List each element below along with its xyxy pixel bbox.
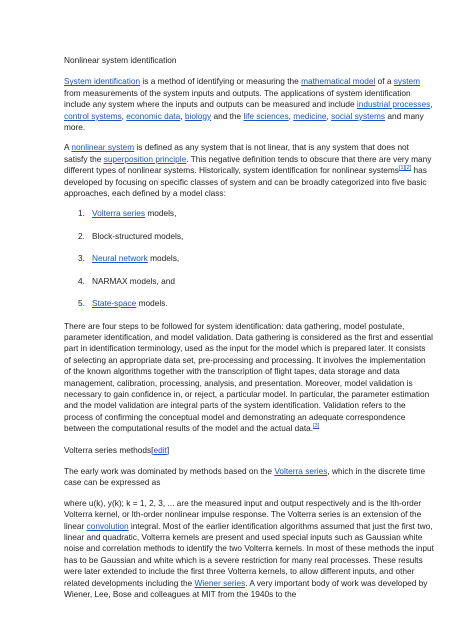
link-superposition-principle[interactable]: superposition principle	[103, 153, 187, 164]
link-system[interactable]: system	[393, 76, 421, 87]
link-mathematical-model[interactable]: mathematical model	[301, 76, 376, 87]
link-volterra-series-item[interactable]: Volterra series	[92, 208, 146, 219]
citation-1-2[interactable]: [1][2]	[398, 165, 412, 172]
edit-bracket: [	[151, 444, 154, 455]
list-number: 1.	[78, 208, 85, 219]
steps-paragraph	[64, 321, 434, 435]
text-span: integral. Most of the earlier identification algorithms assumed that just the first two, linear and quadratic, Volterra kernels are present and used special inputs such as Gaussian white noise and correlation methods to identify the two Volterra kernels. In most of these methods the input has to be Gaussian and white which is a severe restriction for many real processes. These results were later extended to include the first three Volterra kernels, to allow different inputs, and other related developments including the	[64, 520, 434, 588]
text-span: A	[64, 142, 72, 153]
section-heading	[64, 445, 434, 456]
edit-bracket: ]	[166, 444, 170, 455]
link-social-systems[interactable]: social systems	[331, 110, 386, 121]
link-convolution[interactable]: convolution	[86, 520, 129, 531]
volterra-intro-paragraph	[64, 466, 434, 489]
text-span: ,	[180, 110, 185, 121]
volterra-details-paragraph	[64, 498, 434, 601]
section-title: Volterra series methods	[64, 444, 152, 455]
list-item	[78, 208, 434, 219]
text-span: ,	[326, 110, 332, 121]
text-span: and many more.	[64, 110, 424, 133]
list-text: models,	[147, 253, 180, 264]
text-span: The early work was dominated by methods based on the	[64, 465, 275, 476]
link-system-identification[interactable]: System identification	[64, 76, 141, 87]
edit-link[interactable]: edit	[153, 444, 167, 455]
page-title: Nonlinear system identification	[64, 55, 177, 65]
text-span: has developed by focusing on specific classes of system and can be broadly categorized into five basic approaches, each defined by a model class:	[64, 165, 427, 199]
list-number: 4.	[78, 275, 85, 286]
link-medicine[interactable]: medicine	[293, 110, 327, 121]
link-state-space[interactable]: State-space	[92, 298, 137, 309]
link-wiener-series[interactable]: Wiener series	[194, 577, 246, 588]
text-span: ,	[121, 110, 127, 121]
link-neural-network[interactable]: Neural network	[92, 253, 148, 264]
text-span: and the	[211, 110, 244, 121]
text-span: . This negative definition tends to obscure that there are very many different types of nonlinear systems. Historically, system identification for nonlinear systems	[64, 153, 432, 176]
list-number: 5.	[78, 298, 85, 309]
link-industrial-processes[interactable]: industrial processes	[356, 99, 431, 110]
text-span: There are four steps to be followed for system identification: data gathering, model postulate, parameter identification, and model validation. Data gathering is considered as the first and essential part in identification terminology, used as the input for the model which is prepared later. It consists of selecting an appropriate data set, pre-processing and processing. It involves the implementation of the known algorithms together with the transcription of flight tapes, data storage and data management, calibration, processing, analysis, and presentation. Moreover, model validation is necessary to gain confidence in, or reject, a particular model. In particular, the parameter estimation and the model validation are integral parts of the system identification. Validation refers to the process of confirming the conceptual model and demonstrating an adequate correspondence between the computational results of the model and the actual data.	[64, 320, 433, 434]
text-span: from measurements of the system inputs and outputs. The applications of system identification include any system where the inputs and outputs can be measured and include	[64, 87, 411, 110]
intro-paragraph	[64, 76, 434, 133]
list-item	[78, 253, 434, 264]
list-text: NARMAX models, and	[92, 275, 176, 286]
link-biology[interactable]: biology	[184, 110, 212, 121]
list-item	[78, 298, 434, 309]
link-economic-data[interactable]: economic data	[126, 110, 181, 121]
text-span: is a method of identifying or measuring the	[140, 76, 302, 87]
list-item	[78, 276, 434, 287]
list-number: 2.	[78, 230, 85, 241]
list-text: Block-structured models,	[92, 230, 184, 241]
text-span: of a	[375, 76, 394, 87]
list-text: models,	[145, 208, 177, 219]
text-span: is defined as any system that is not linear, that is any system that does not satisfy the	[64, 142, 409, 164]
list-item	[78, 231, 434, 242]
text-span: ,	[288, 110, 294, 121]
list-number: 3.	[78, 253, 85, 264]
text-span: , which in the discrete time case can be expressed as	[64, 465, 426, 488]
text-span: ,	[430, 99, 433, 110]
citation-3[interactable]: [3]	[313, 423, 320, 430]
list-text: models.	[136, 298, 168, 309]
link-life-sciences[interactable]: life sciences	[243, 110, 289, 121]
definition-paragraph	[64, 142, 434, 199]
link-volterra-series[interactable]: Volterra series	[274, 465, 328, 476]
text-span: where u(k), y(k); k = 1, 2, 3, ... are the measured input and output respectively and is the lth-order Volterra kernel, or lth-order nonlinear impulse response. The Volterra series is an extension of the linear	[64, 497, 422, 531]
model-class-list	[64, 208, 434, 309]
link-control-systems[interactable]: control systems	[64, 110, 122, 121]
text-span: . A very important body of work was developed by Wiener, Lee, Bose and colleagues at MIT from the 1940s to the	[64, 577, 428, 600]
link-nonlinear-system[interactable]: nonlinear system	[71, 142, 135, 153]
